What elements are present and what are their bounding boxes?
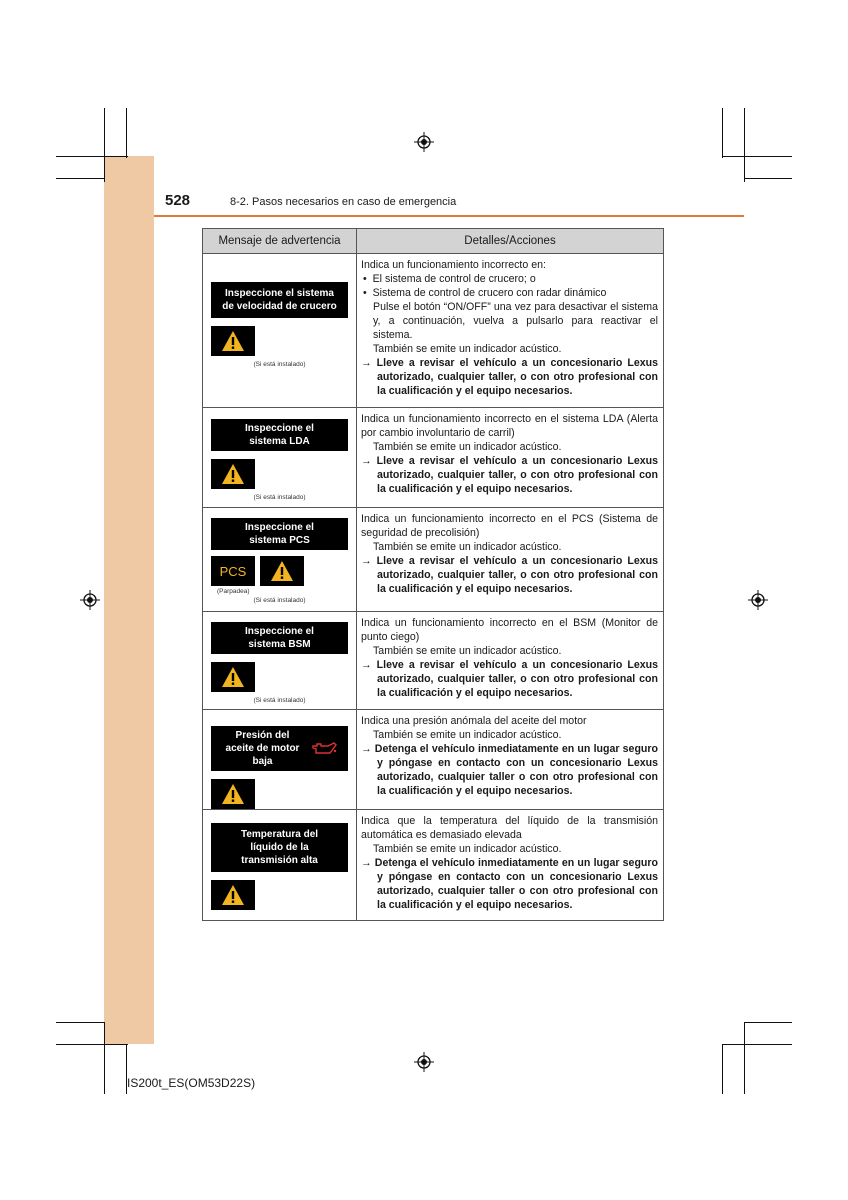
- details-cell: [357, 710, 664, 810]
- oil-pressure-message: Presión del aceite de motor baja: [225, 730, 300, 767]
- detail-text: Indica un funcionamiento incorrecto en el PCS (Sistema de seguridad de precolisión): [361, 513, 658, 539]
- warning-cell: [203, 408, 357, 508]
- warning-light: [211, 326, 255, 356]
- detail-text: Indica un funcionamiento incorrecto en el BSM (Monitor de punto ciego): [361, 617, 658, 643]
- page-number: 528: [165, 192, 191, 209]
- warning-cell: [203, 710, 357, 810]
- registration-mark-icon: [414, 132, 434, 152]
- detail-action: → Lleve a revisar el vehículo a un concesionario Lexus autorizado, cualquier taller, o con otro profesional con la cualificación y el equipo necesarios.: [361, 357, 658, 397]
- crop-mark: [56, 1044, 128, 1045]
- detail-text: Indica que la temperatura del líquido de la transmisión automática es demasiado elevada: [361, 815, 658, 841]
- details-cell: [357, 408, 664, 508]
- header-rule: [154, 215, 744, 217]
- table-row: [203, 810, 664, 921]
- detail-text: También se emite un indicador acústico.: [373, 843, 562, 855]
- crop-mark: [744, 108, 745, 182]
- table-row: [203, 612, 664, 710]
- table-row: [203, 710, 664, 810]
- warning-light: [211, 459, 255, 489]
- detail-action: → Lleve a revisar el vehículo a un concesionario Lexus autorizado, cualquier taller, o con otro profesional con la cualificación y el equipo necesarios.: [361, 455, 658, 495]
- detail-text: También se emite un indicador acústico.: [373, 645, 562, 657]
- detail-bullet: • El sistema de control de crucero; o: [363, 273, 536, 285]
- registration-mark-icon: [414, 1052, 434, 1072]
- details-cell: [357, 508, 664, 612]
- detail-action: → Detenga el vehículo inmediatamente en un lugar seguro y póngase en contacto con un concesionario Lexus autorizado, cualquier taller o con otro profesional con la cualificación y el equipo necesarios.: [361, 743, 658, 797]
- crop-mark: [744, 1022, 792, 1023]
- detail-text: También se emite un indicador acústico.: [373, 729, 562, 741]
- warning-message-table: [202, 228, 664, 921]
- crop-mark: [722, 156, 792, 157]
- detail-text: Indica un funcionamiento incorrecto en:: [361, 259, 546, 271]
- warning-triangle-icon: [221, 884, 245, 906]
- warning-light: [260, 556, 304, 586]
- warning-message-display: Inspeccione el sistema BSM: [211, 622, 348, 654]
- warning-message-display: Inspeccione el sistema de velocidad de crucero: [211, 282, 348, 318]
- pcs-warning-light: PCS: [211, 556, 255, 586]
- warning-message-display: Inspeccione el sistema LDA: [211, 419, 348, 451]
- detail-text: También se emite un indicador acústico.: [373, 441, 562, 453]
- warning-light: [211, 662, 255, 692]
- detail-bullet: • Sistema de control de crucero con radar dinámico: [363, 287, 607, 299]
- warning-light: [211, 880, 255, 910]
- crop-mark: [104, 1022, 105, 1094]
- table-row: [203, 408, 664, 508]
- section-title: 8-2. Pasos necesarios en caso de emergencia: [230, 196, 457, 208]
- crop-mark: [744, 1022, 745, 1094]
- crop-mark: [56, 178, 104, 179]
- crop-mark: [56, 156, 128, 157]
- detail-action: → Detenga el vehículo inmediatamente en un lugar seguro y póngase en contacto con un concesionario Lexus autorizado, cualquier taller o con otro profesional con la cualificación y el equipo necesarios.: [361, 857, 658, 911]
- warning-cell: [203, 254, 357, 408]
- warning-message-display: Temperatura del líquido de la transmisión alta: [211, 823, 348, 872]
- warning-message-display: [211, 726, 348, 771]
- crop-mark: [722, 1044, 792, 1045]
- table-row: [203, 254, 664, 408]
- details-cell: [357, 612, 664, 710]
- column-header: Mensaje de advertencia: [203, 229, 357, 254]
- side-accent-band: [104, 156, 154, 1044]
- warning-cell: [203, 508, 357, 612]
- warning-cell: [203, 810, 357, 921]
- detail-text: Indica una presión anómala del aceite del motor: [361, 715, 587, 727]
- crop-mark: [744, 178, 792, 179]
- table-row: [203, 508, 664, 612]
- warning-triangle-icon: [221, 783, 245, 805]
- crop-mark: [722, 1044, 723, 1094]
- detail-text: Indica un funcionamiento incorrecto en el sistema LDA (Alerta por cambio involuntario de carril): [361, 413, 658, 439]
- warning-message-display: Inspeccione el sistema PCS: [211, 518, 348, 550]
- detail-text: Pulse el botón “ON/OFF” una vez para desactivar el sistema y, a continuación, vuelva a pulsarlo para reactivar el sistema.: [373, 301, 658, 341]
- crop-mark: [56, 1022, 104, 1023]
- warning-triangle-icon: [221, 463, 245, 485]
- installed-note: (Si está instalado): [253, 597, 306, 604]
- crop-mark: [104, 108, 105, 182]
- details-cell: [357, 810, 664, 921]
- blink-note: (Parpadea): [217, 588, 250, 595]
- table-header-row: [203, 229, 664, 254]
- warning-cell: [203, 612, 357, 710]
- document-code: IS200t_ES(OM53D22S): [127, 1076, 256, 1090]
- crop-mark: [126, 108, 127, 158]
- installed-note: (Si está instalado): [253, 361, 306, 368]
- detail-text: También se emite un indicador acústico.: [373, 343, 562, 355]
- warning-triangle-icon: [221, 666, 245, 688]
- oil-can-icon: [310, 741, 338, 757]
- detail-text: También se emite un indicador acústico.: [373, 541, 562, 553]
- warning-light: [211, 779, 255, 809]
- detail-action: → Lleve a revisar el vehículo a un concesionario Lexus autorizado, cualquier taller, o con otro profesional con la cualificación y el equipo necesarios.: [361, 555, 658, 595]
- installed-note: (Si está instalado): [253, 494, 306, 501]
- registration-mark-icon: [748, 590, 768, 610]
- detail-action: → Lleve a revisar el vehículo a un concesionario Lexus autorizado, cualquier taller, o con otro profesional con la cualificación y el equipo necesarios.: [361, 659, 658, 699]
- warning-triangle-icon: [221, 330, 245, 352]
- crop-mark: [722, 108, 723, 158]
- column-header: Detalles/Acciones: [357, 229, 664, 254]
- warning-triangle-icon: [270, 560, 294, 582]
- registration-mark-icon: [80, 590, 100, 610]
- details-cell: [357, 254, 664, 408]
- installed-note: (Si está instalado): [253, 697, 306, 704]
